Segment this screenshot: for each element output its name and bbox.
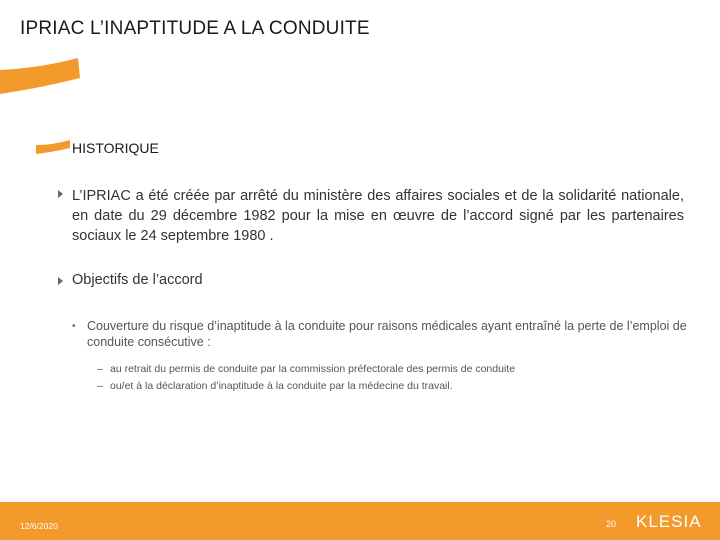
history-paragraph: L’IPRIAC a été créée par arrêté du ministère des affaires sociales et de la solidarité nationale, en date du 29 décembre 1982 pour la mise en œuvre de l’accord signé par les partenaires sociaux le 24 septembre 1980 . [72,188,684,244]
objectives-heading: Objectifs de l’accord [72,272,203,288]
orange-swoosh-decoration [0,58,80,94]
klesia-logo: KLESIA [636,512,702,531]
list-item: au retrait du permis de conduite par la commission préfectorale des permis de conduite [110,363,516,375]
slide-title: IPRIAC L’INAPTITUDE A LA CONDUITE [20,18,370,39]
list-item-dash: – [97,363,103,375]
page-number: 20 [606,519,617,529]
bullet-arrow-icon [58,277,63,285]
list-item-dash: – [97,380,103,392]
bullet-arrow-icon [58,190,63,198]
footer-date: 12/6/2020 [20,521,58,531]
sub-bullet-dot-icon: • [72,321,76,332]
section-title: HISTORIQUE [72,140,159,156]
footer-bar [0,502,720,540]
list-item: ou/et à la déclaration d’inaptitude à la conduite par la médecine du travail. [110,380,453,392]
coverage-paragraph: Couverture du risque d’inaptitude à la conduite pour raisons médicales ayant entraîné la perte de l’emploi de conduite consécutive : [87,319,687,349]
section-marker-swoosh [36,140,70,154]
